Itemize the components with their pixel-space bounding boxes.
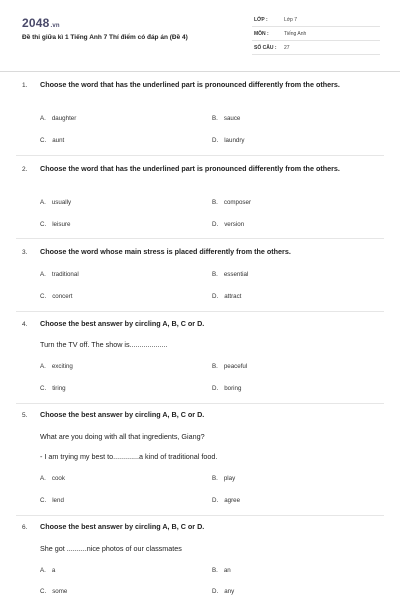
option-text: concert (52, 293, 73, 300)
option-b[interactable] (212, 271, 248, 278)
option-c[interactable] (40, 293, 72, 300)
option-letter: A. (40, 363, 46, 370)
question-number: 3. (22, 249, 28, 256)
option-text: daughter (51, 115, 77, 122)
option-text: an (223, 567, 231, 574)
question-text: Choose the word that has the underlined part is pronounced differently from the others. (40, 164, 340, 173)
option-c[interactable] (40, 588, 67, 595)
question-number: 5. (22, 412, 28, 419)
option-letter: D. (212, 588, 219, 595)
option-d[interactable] (212, 497, 240, 504)
option-letter: B. (212, 115, 218, 122)
option-b[interactable] (212, 363, 247, 370)
option-letter: C. (40, 497, 47, 504)
option-c[interactable] (40, 385, 66, 392)
option-b[interactable] (212, 115, 240, 122)
question-text: Choose the word whose main stress is placed differently from the others. (40, 247, 291, 256)
option-letter: D. (212, 293, 219, 300)
option-text: lend (52, 497, 64, 504)
option-letter: D. (212, 497, 219, 504)
option-text: version (224, 221, 245, 228)
meta-value: Tiếng Anh (284, 31, 307, 37)
site-logo[interactable] (22, 16, 60, 30)
option-letter: A. (40, 115, 46, 122)
logo-text: 2048 (22, 16, 50, 30)
option-text: leisure (52, 221, 71, 228)
option-letter: C. (40, 588, 47, 595)
option-d[interactable] (212, 385, 241, 392)
option-text: a (51, 567, 56, 574)
option-a[interactable] (40, 271, 79, 278)
meta-value: Lớp 7 (284, 17, 298, 23)
option-text: composer (223, 199, 252, 206)
option-b[interactable] (212, 475, 235, 482)
option-letter: B. (212, 199, 218, 206)
option-text: play (223, 475, 236, 482)
divider (16, 515, 384, 516)
option-text: usually (51, 199, 72, 206)
question-text: Choose the best answer by circling A, B, C or D. (40, 319, 205, 328)
option-b[interactable] (212, 567, 231, 574)
option-a[interactable] (40, 363, 73, 370)
option-d[interactable] (212, 221, 244, 228)
option-text: some (52, 588, 68, 595)
meta-key: SỐ CÂU : (254, 45, 277, 51)
option-letter: B. (212, 475, 218, 482)
question-text: Choose the best answer by circling A, B, C or D. (40, 410, 205, 419)
question-number: 2. (22, 166, 28, 173)
option-c[interactable] (40, 221, 70, 228)
option-letter: A. (40, 475, 46, 482)
question-text: Choose the best answer by circling A, B, C or D. (40, 522, 205, 531)
option-text: attract (224, 293, 242, 300)
option-letter: C. (40, 293, 47, 300)
option-letter: A. (40, 567, 46, 574)
option-letter: B. (212, 363, 218, 370)
option-c[interactable] (40, 497, 64, 504)
option-letter: D. (212, 221, 219, 228)
option-text: tiring (52, 385, 66, 392)
option-a[interactable] (40, 567, 55, 574)
meta-row-count (252, 42, 380, 55)
option-c[interactable] (40, 137, 64, 144)
divider (16, 311, 384, 312)
meta-row-subject (252, 28, 380, 41)
option-text: agree (224, 497, 241, 504)
logo-suffix: .vn (50, 23, 60, 29)
option-text: aunt (52, 137, 65, 144)
option-text: peaceful (223, 363, 248, 370)
question-prompt: She got ..........nice photos of our classmates (40, 544, 182, 553)
option-letter: B. (212, 271, 218, 278)
option-a[interactable] (40, 199, 71, 206)
option-d[interactable] (212, 293, 241, 300)
option-text: sauce (223, 115, 241, 122)
option-letter: A. (40, 199, 46, 206)
meta-key: LỚP : (254, 17, 268, 23)
option-a[interactable] (40, 115, 76, 122)
option-text: any (224, 588, 235, 595)
option-letter: C. (40, 137, 47, 144)
option-text: traditional (51, 271, 79, 278)
option-text: laundry (224, 137, 245, 144)
question-number: 1. (22, 82, 28, 89)
meta-row-class (252, 14, 380, 27)
option-letter: D. (212, 385, 219, 392)
option-text: essential (223, 271, 249, 278)
question-text: Choose the word that has the underlined part is pronounced differently from the others. (40, 80, 340, 89)
page-header (0, 0, 400, 72)
option-letter: D. (212, 137, 219, 144)
option-letter: B. (212, 567, 218, 574)
divider (16, 238, 384, 239)
option-letter: C. (40, 385, 47, 392)
divider (16, 403, 384, 404)
exam-title: Đề thi giữa kì 1 Tiếng Anh 7 Thí điểm có đáp án (Đề 4) (22, 34, 188, 41)
question-number: 4. (22, 321, 28, 328)
option-text: exciting (51, 363, 73, 370)
option-a[interactable] (40, 475, 65, 482)
option-d[interactable] (212, 137, 244, 144)
option-b[interactable] (212, 199, 251, 206)
option-text: cook (51, 475, 65, 482)
option-d[interactable] (212, 588, 234, 595)
option-text: boring (224, 385, 242, 392)
question-prompt: Turn the TV off. The show is................... (40, 340, 168, 349)
option-letter: C. (40, 221, 47, 228)
option-letter: A. (40, 271, 46, 278)
question-prompt: What are you doing with all that ingredients, Giang? (40, 432, 205, 441)
divider (16, 155, 384, 156)
meta-key: MÔN : (254, 31, 269, 37)
question-prompt: - I am trying my best to.............a kind of traditional food. (40, 452, 218, 461)
question-number: 6. (22, 524, 28, 531)
meta-value: 27 (284, 45, 290, 51)
